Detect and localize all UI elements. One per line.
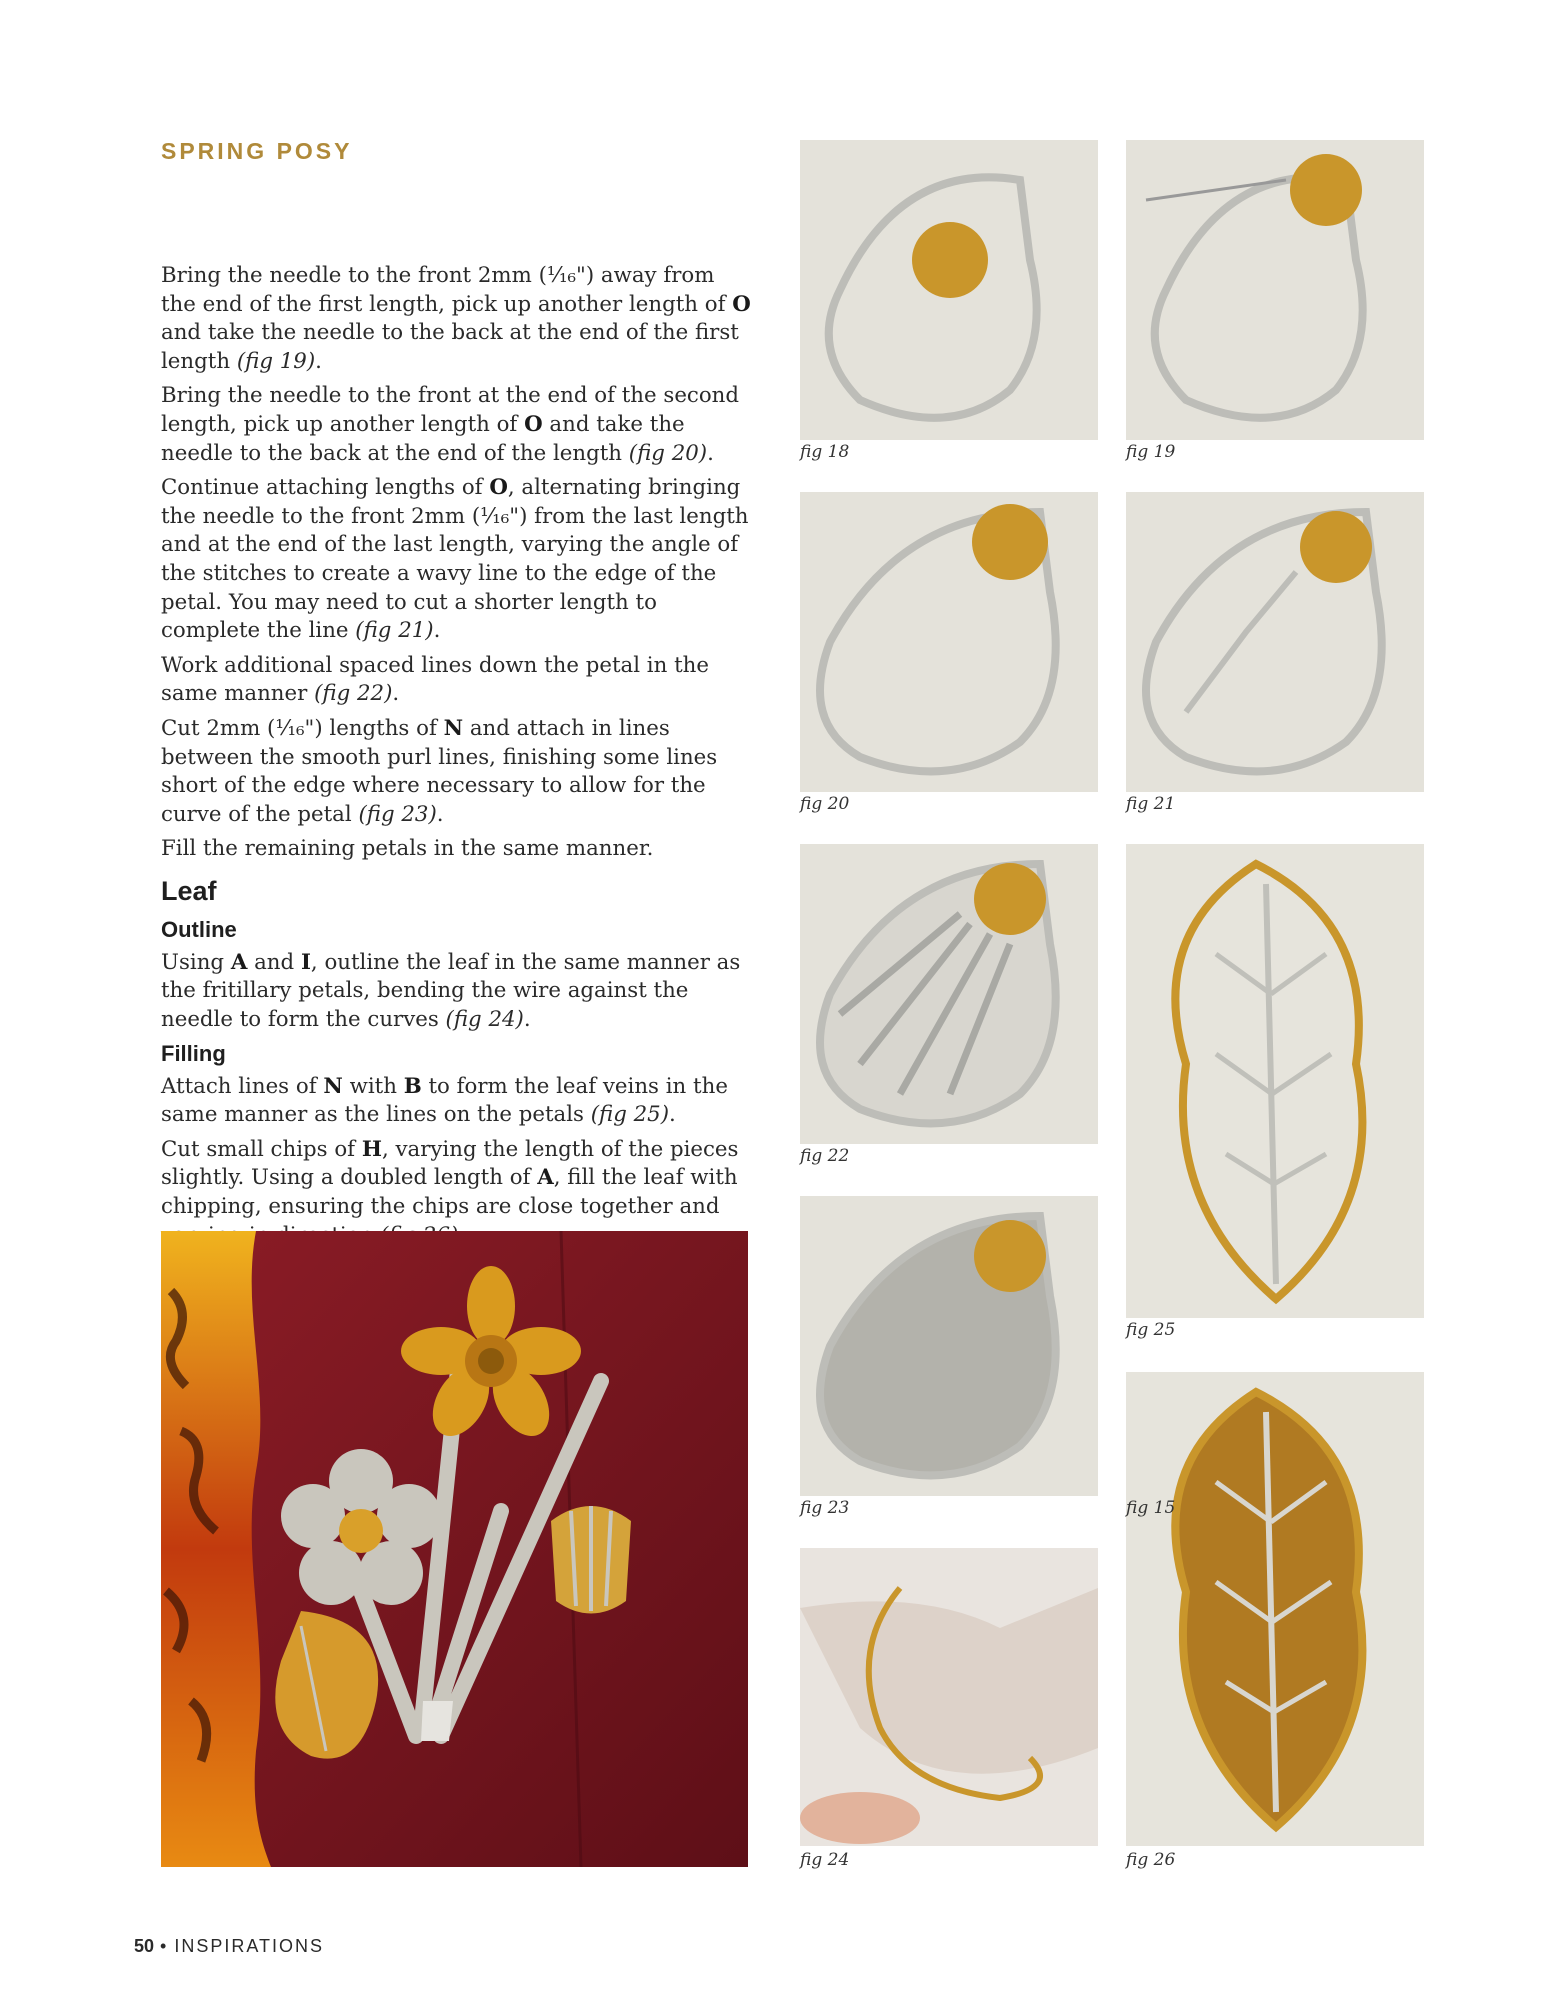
fig18-image <box>800 140 1098 440</box>
leaf-heading: Leaf <box>161 875 217 906</box>
fig18-caption: fig 18 <box>800 442 850 462</box>
paragraph: Work additional spaced lines down the petal in the same manner (fig 22). <box>161 652 709 707</box>
instructions-column <box>161 262 751 1256</box>
fig23-image <box>800 1196 1098 1496</box>
fig22-image <box>800 844 1098 1144</box>
paragraph: Using A and I, outline the leaf in the same manner as the fritillary petals, bending the wire against the needle to form the curves (fig 24). <box>161 949 741 1033</box>
fig25-image <box>1126 844 1424 1318</box>
spring-posy-brooch-photo <box>161 1231 748 1867</box>
hand-wire-icon <box>800 1548 1098 1846</box>
petal-filled-icon <box>800 1196 1098 1496</box>
section-kicker: SPRING POSY <box>161 138 353 164</box>
fig19-caption: fig 19 <box>1126 442 1176 462</box>
fig15-caption: fig 15 <box>1126 1498 1176 1518</box>
paragraph: Continue attaching lengths of O, alternating bringing the needle to the front 2mm (¹⁄₁₆") from the last length and at the end of the last length, varying the angle of the stitches to create a wavy line to the edge of the petal. You may need to cut a shorter length to complete the line (fig 21). <box>161 475 749 644</box>
fig21-image <box>1126 492 1424 792</box>
paragraph: Attach lines of N with B to form the leaf veins in the same manner as the lines on the petals (fig 25). <box>161 1073 728 1128</box>
paragraph: Bring the needle to the front at the end of the second length, pick up another length of O and take the needle to the back at the end of the length (fig 20). <box>161 383 740 466</box>
petal-outline-icon <box>1126 492 1424 792</box>
separator: • <box>160 1936 169 1956</box>
fig24-caption: fig 24 <box>800 1850 850 1870</box>
petal-outline-icon <box>800 492 1098 792</box>
page-footer <box>134 1936 324 1957</box>
petal-outline-icon <box>800 140 1098 440</box>
leaf-filled-icon <box>1126 1372 1424 1846</box>
fig22-caption: fig 22 <box>800 1146 850 1166</box>
page-number: 50 <box>134 1936 155 1956</box>
brooch-illustration <box>161 1231 748 1867</box>
filling-heading: Filling <box>161 1040 226 1066</box>
petal-lines-icon <box>800 844 1098 1144</box>
fig25-caption: fig 25 <box>1126 1320 1176 1340</box>
paragraph: Cut 2mm (¹⁄₁₆") lengths of N and attach in lines between the smooth purl lines, finishing some lines short of the edge where necessary to allow for the curve of the petal (fig 23). <box>161 715 718 827</box>
paragraph: Bring the needle to the front 2mm (¹⁄₁₆") away from the end of the first length, pick up another length of O and take the needle to the back at the end of the first length (fig 19). <box>161 263 751 374</box>
paragraph: Fill the remaining petals in the same manner. <box>161 836 654 862</box>
leaf-outline-icon <box>1126 844 1424 1318</box>
outline-heading: Outline <box>161 916 237 942</box>
fig23-caption: fig 23 <box>800 1498 850 1518</box>
fig20-caption: fig 20 <box>800 794 850 814</box>
fig15-image <box>1126 1372 1424 1846</box>
fig24-image <box>800 1548 1098 1846</box>
fig20-image <box>800 492 1098 792</box>
petal-outline-icon <box>1126 140 1424 440</box>
fig19-image <box>1126 140 1424 440</box>
section-name: INSPIRATIONS <box>174 1936 325 1956</box>
paragraph: Cut small chips of H, varying the length of the pieces slightly. Using a doubled length of A, fill the leaf with chipping, ensuring the chips are close together and <box>161 1136 739 1220</box>
fig26-caption: fig 26 <box>1126 1850 1176 1870</box>
fig21-caption: fig 21 <box>1126 794 1176 814</box>
